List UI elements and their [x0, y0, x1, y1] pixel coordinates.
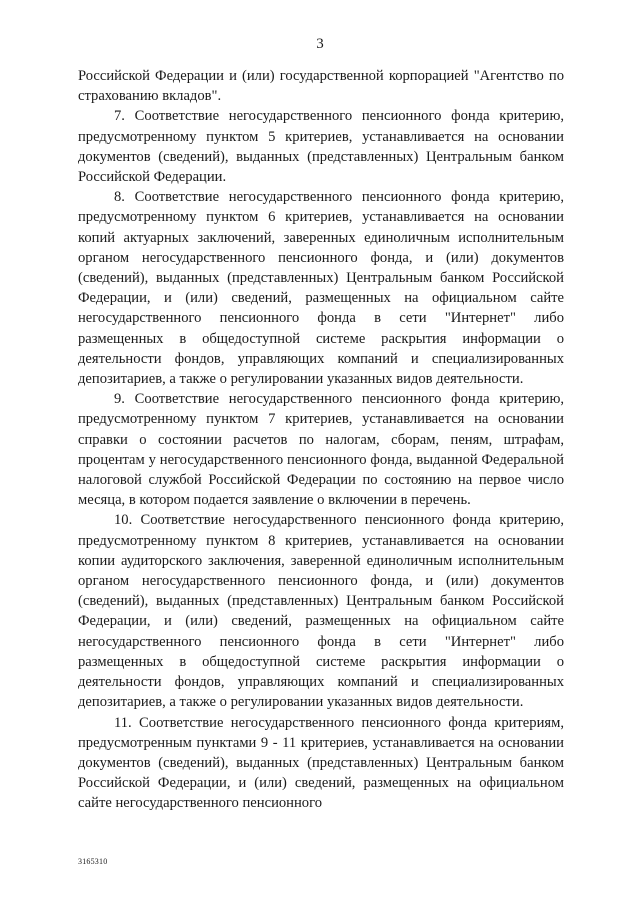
paragraph-continuation: Российской Федерации и (или) государственной корпорацией "Агентство по страхованию вкладов".	[78, 68, 564, 105]
paragraph-10: 10. Соответствие негосударственного пенсионного фонда критерию, предусмотренному пунктом 8 критериев, устанавливается на основании копии аудиторского заключения, заверенной единоличным исполнительным органом негосударственного пенсионного фонда, и (или) документов (сведений), выданных (представленных) Центральным банком Российской Федерации, и (или) сведений, размещенных на официальном сайте негосударственного пенсионного фонда в сети "Интернет" либо размещенных в общедоступной системе раскрытия информации о деятельности фондов, управляющих компаний и специализированных депозитариев, а также о регулировании указанных видов деятельности.	[78, 512, 564, 711]
document-body	[78, 66, 564, 814]
document-code: 3165310	[78, 857, 108, 866]
paragraph-9: 9. Соответствие негосударственного пенсионного фонда критерию, предусмотренному пунктом 7 критериев, устанавливается на основании справки о состоянии расчетов по налогам, сборам, пеням, штрафам, процентам у негосударственного пенсионного фонда, выданной Федеральной налоговой службой Российской Федерации по состоянию на первое число месяца, в котором подается заявление о включении в перечень.	[78, 391, 564, 509]
paragraph-11: 11. Соответствие негосударственного пенсионного фонда критериям, предусмотренным пунктами 9 - 11 критериев, устанавливается на основании документов (сведений), выданных (представленных) Центральным банком Российской Федерации, и (или) сведений, размещенных на официальном сайте негосударственного пенсионного	[78, 714, 564, 812]
paragraph-7: 7. Соответствие негосударственного пенсионного фонда критерию, предусмотренному пунктом 5 критериев, устанавливается на основании документов (сведений), выданных (представленных) Центральным банком Российской Федерации.	[78, 108, 564, 186]
page-number: 3	[316, 36, 324, 52]
paragraph-8: 8. Соответствие негосударственного пенсионного фонда критерию, предусмотренному пунктом 6 критериев, устанавливается на основании копий актуарных заключений, заверенных единоличным исполнительным органом негосударственного пенсионного фонда, и (или) документов (сведений), выданных (представленных) Центральным банком Российской Федерации, и (или) сведений, размещенных на официальном сайте негосударственного пенсионного фонда в сети "Интернет" либо размещенных в общедоступной системе раскрытия информации о деятельности фондов, управляющих компаний и специализированных депозитариев, а также о регулировании указанных видов деятельности.	[78, 189, 564, 388]
